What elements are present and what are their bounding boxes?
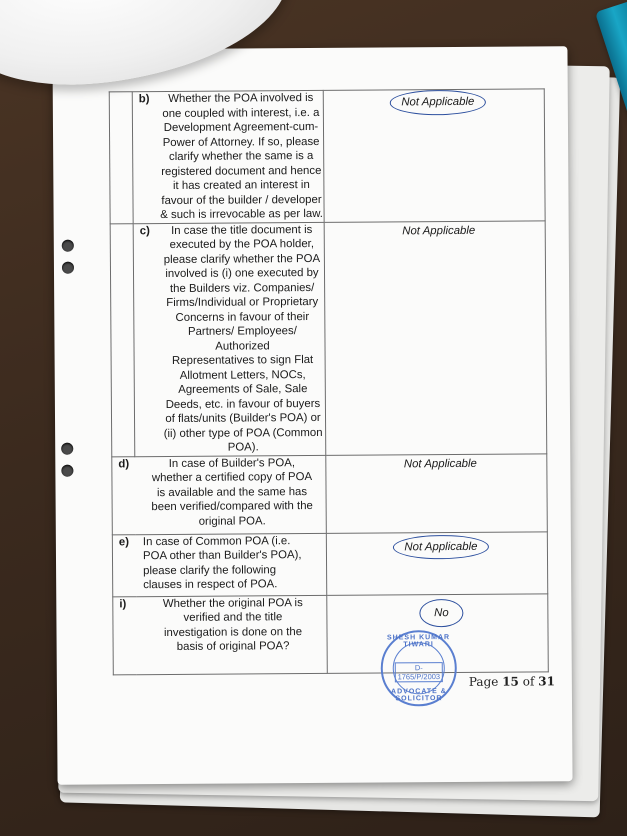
punch-hole: [61, 465, 73, 477]
table-row: [112, 531, 547, 596]
punch-hole: [61, 443, 73, 455]
row-answer: Not Applicable: [403, 457, 477, 470]
table-row: [112, 453, 548, 534]
document-page: [52, 46, 572, 785]
table-row: [113, 593, 549, 674]
row-answer: No: [419, 598, 464, 627]
row-label: d): [118, 457, 130, 470]
row-question: In case of Common POA (i.e. POA other than Builder's POA), please clarify the following clauses in respect of POA.: [142, 534, 302, 592]
advocate-stamp: SHESH KUMAR TIWARI D-1765/P/2003 ADVOCATE & SOLICITOR: [381, 630, 458, 707]
table-row: [110, 220, 547, 456]
row-label: e): [118, 535, 130, 548]
row-label: i): [119, 597, 127, 610]
page-number: Page 15 of 31: [468, 674, 555, 689]
row-answer: Not Applicable: [393, 534, 488, 559]
row-question: Whether the POA involved is one coupled with interest, i.e. a Development Agreement-cum- Power of Attorney. If so, please clarify whether the same is a registered document and hence it has created an interest in favour of the builder / developer & such is irrevocable as per law.: [160, 91, 323, 222]
row-label: b): [138, 93, 150, 106]
row-answer: Not Applicable: [390, 90, 485, 115]
punch-hole: [62, 262, 74, 274]
punch-hole: [62, 240, 74, 252]
row-question: Whether the original POA is verified and the title investigation is done on the basis of original POA?: [162, 596, 303, 653]
table-row: [109, 89, 545, 224]
row-label: c): [139, 224, 150, 237]
row-question: In case the title document is executed by the POA holder, please clarify whether the POA involved is (i) one executed by the Builders viz. Companies/ Firms/Individual or Proprietary Concerns in favour of their Partners/ Employees/ Authorized Representatives to sign Flat Allotment Letters, NOCs, Agreements of Sale, Sale Deeds, etc. in favour of buyers of flats/units (Builder's POA) or (ii) other type of POA (Common POA).: [163, 223, 323, 454]
row-question: In case of Builder's POA, whether a certified copy of POA is available and the same has been verified/compared with the original POA.: [151, 456, 313, 528]
row-answer: Not Applicable: [402, 224, 476, 237]
poa-table: [109, 88, 549, 675]
